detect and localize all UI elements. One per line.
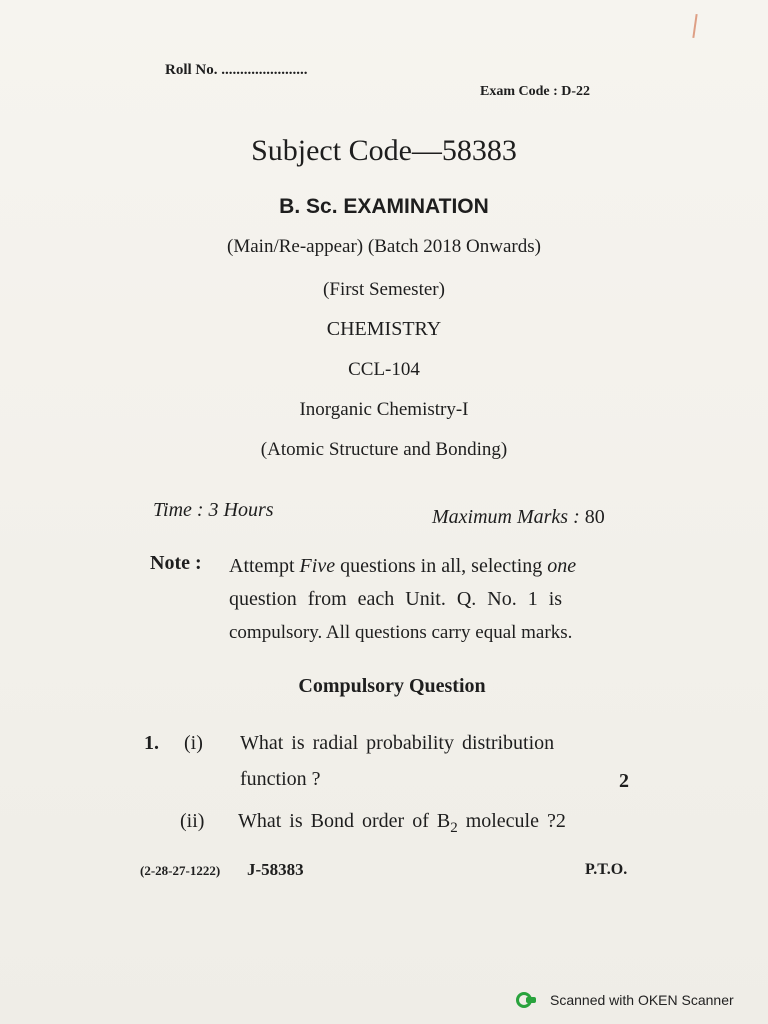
max-marks [432,506,605,529]
max-marks-label: Maximum Marks : [432,506,580,528]
exam-code: Exam Code : D-22 [480,84,591,99]
scanner-watermark [516,990,734,1010]
scanner-text: Scanned with OKEN Scanner [550,992,734,1008]
batch-info: (Main/Re-appear) (Batch 2018 Onwards) [227,236,541,257]
paper-title: Inorganic Chemistry-I [299,399,469,420]
footer-code-small: (2-28-27-1222) [140,863,221,878]
question-part-ii: (ii) [180,810,205,832]
note-text-2: questions in all, selecting [335,555,548,577]
question-1-i-line-2: function ? [240,768,321,790]
question-1-ii-text [238,810,566,837]
semester: (First Semester) [323,279,445,300]
note-emphasis-five: Five [299,555,336,577]
pen-mark [692,14,697,38]
subject-name: CHEMISTRY [326,318,442,340]
question-1-i-marks: 2 [619,770,629,792]
scanner-logo-icon [516,990,542,1010]
question-1-ii-marks: 2 [555,810,566,832]
roll-number: Roll No. ....................... [165,62,308,78]
examination-title: B. Sc. EXAMINATION [279,195,489,218]
section-heading: Compulsory Question [298,675,486,697]
question-1-i-line-1: What is radial probability distribution [240,732,555,754]
note-line-1 [229,555,576,578]
question-number: 1. [144,732,159,754]
note-line-3: compulsory. All questions carry equal marks. [229,622,573,643]
max-marks-value: 80 [584,506,605,528]
paper-code: CCL-104 [348,359,420,380]
footer-pto: P.T.O. [585,861,628,878]
time-label: Time : 3 Hours [153,499,274,521]
note-line-2: question from each Unit. Q. No. 1 is [229,588,563,610]
note-text-1: Attempt [229,555,300,577]
question-1-ii-subscript: 2 [450,820,458,836]
subject-code: Subject Code—58383 [251,134,517,167]
question-1-ii-text-pre: What is Bond order of B [238,810,451,832]
note-label: Note : [150,552,202,574]
question-1-ii-text-post: molecule ? [457,810,556,832]
question-part-i: (i) [184,732,203,754]
note-emphasis-one: one [547,555,577,577]
footer-code: J-58383 [247,860,304,879]
paper-subtitle: (Atomic Structure and Bonding) [260,439,508,460]
